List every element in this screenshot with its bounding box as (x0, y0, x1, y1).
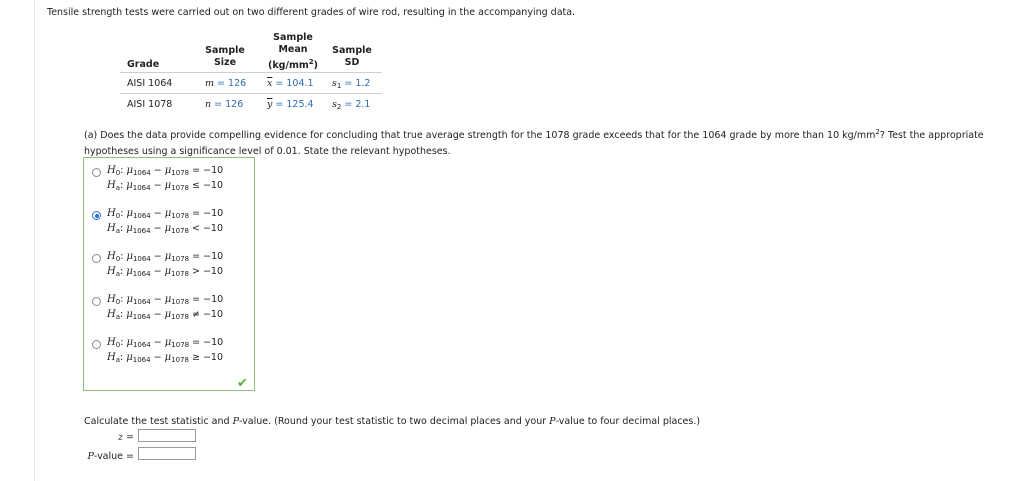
hyp-op: ≥ −10 (191, 352, 224, 363)
radio-icon[interactable] (92, 168, 101, 177)
header-grade: Grade (127, 59, 160, 70)
header-sd-line2: SD (344, 57, 360, 68)
header-mean-units (262, 56, 324, 72)
hypothesis-choice[interactable] (84, 292, 254, 328)
mu1: μ (126, 251, 133, 262)
minus: − (153, 337, 162, 348)
size-value: = 126 (217, 78, 247, 89)
correct-check-icon: ✔ (237, 376, 248, 391)
hypothesis-choice[interactable] (84, 335, 254, 371)
header-mean-line1: Sample (273, 32, 313, 43)
minus: − (153, 223, 162, 234)
question-part: (a) Does the data provide compelling evidence for concluding that true average strength for the 1078 grade exceeds that for the 1064 grade by more than 10 kg/mm (84, 130, 876, 141)
header-size-line2: Size (213, 57, 237, 68)
header-sample-size (203, 45, 247, 69)
hyp-symbol: H (107, 180, 116, 191)
hyp-symbol: H (107, 337, 116, 348)
alt-hypothesis (107, 223, 223, 235)
z-label (84, 432, 134, 443)
hyp-op: = −10 (192, 251, 224, 262)
alt-hypothesis (107, 352, 223, 364)
hyp-op: = −10 (192, 165, 224, 176)
hyp-colon: : (120, 208, 124, 219)
mu2: μ (164, 223, 172, 234)
sd-var: s (332, 99, 337, 110)
hyp-colon: : (120, 337, 124, 348)
mu2: μ (164, 337, 172, 348)
sd-sub: 2 (336, 103, 342, 111)
size-var: n (205, 99, 212, 110)
mu1: μ (126, 337, 133, 348)
hyp-symbol: H (107, 165, 116, 176)
hyp-symbol: H (107, 223, 116, 234)
problem-intro: Tensile strength tests were carried out on two different grades of wire rod, resulting in the accompanying data. (47, 7, 576, 18)
hyp-symbol: H (107, 266, 116, 277)
row-grade: AISI 1078 (127, 99, 173, 110)
mean-var: $\overline{y}$ (267, 99, 273, 110)
minus: − (153, 165, 162, 176)
mu1-sub: 1064 (132, 341, 151, 349)
mu2-sub: 1078 (171, 341, 190, 349)
mu2-sub: 1078 (171, 169, 190, 177)
minus: − (153, 309, 162, 320)
p-value-label (84, 451, 134, 462)
minus: − (153, 352, 162, 363)
hyp-sub: a (115, 270, 121, 278)
hyp-op: < −10 (191, 223, 224, 234)
hyp-sub: a (115, 313, 121, 321)
mu2-sub: 1078 (171, 255, 190, 263)
hypothesis-choice[interactable] (84, 163, 254, 199)
mu2: μ (164, 352, 172, 363)
mean-units-text: (kg/mm (268, 60, 309, 71)
radio-icon[interactable] (92, 297, 101, 306)
mu2: μ (164, 309, 172, 320)
mu1: μ (126, 266, 133, 277)
alt-hypothesis (107, 266, 223, 278)
mu1: μ (126, 223, 133, 234)
hyp-symbol: H (107, 251, 116, 262)
mu2-sub: 1078 (171, 313, 189, 321)
mu1-sub: 1064 (132, 169, 151, 177)
calc-p: P (232, 416, 239, 427)
hypothesis-choice[interactable] (84, 206, 254, 242)
mu1-sub: 1064 (132, 212, 151, 220)
hyp-colon: : (120, 180, 124, 191)
alt-hypothesis (107, 180, 223, 192)
sd-sub: 1 (336, 82, 342, 90)
hyp-symbol: H (107, 352, 116, 363)
minus: − (153, 180, 162, 191)
hyp-colon: : (120, 165, 124, 176)
hyp-symbol: H (107, 208, 116, 219)
mu1: μ (126, 294, 133, 305)
hyp-sub: 0 (115, 255, 121, 263)
question-rest: ? Test the appropriate hypotheses using a significance level of 0.01. State the relevant hypotheses. (84, 130, 984, 157)
calc-mid2: -value to four decimal places.) (555, 416, 701, 427)
hypotheses-choice-group (83, 157, 255, 391)
header-size-line1: Sample (205, 45, 245, 56)
hyp-op: > −10 (191, 266, 224, 277)
mu1-sub: 1064 (132, 184, 151, 192)
mu1: μ (126, 208, 133, 219)
z-label-text: z = (118, 432, 134, 443)
z-input[interactable] (138, 429, 196, 442)
hyp-sub: 0 (115, 169, 121, 177)
p-label-rest: -value = (93, 451, 134, 462)
mu1-sub: 1064 (132, 313, 151, 321)
mean-units-sup: 2 (308, 58, 314, 66)
calc-instruction (84, 416, 700, 427)
row-divider (120, 93, 382, 94)
null-hypothesis (107, 208, 223, 220)
mu1-sub: 1064 (132, 227, 151, 235)
hyp-sub: 0 (115, 212, 121, 220)
radio-icon[interactable] (92, 340, 101, 349)
p-label-italic: P (87, 451, 94, 462)
minus: − (153, 208, 162, 219)
hyp-colon: : (120, 266, 124, 277)
null-hypothesis (107, 165, 223, 177)
hyp-op: ≠ −10 (191, 309, 224, 320)
mu2: μ (164, 180, 172, 191)
mean-value: = 104.1 (275, 78, 314, 89)
hyp-sub: a (115, 356, 121, 364)
radio-icon[interactable] (92, 254, 101, 263)
hyp-colon: : (120, 223, 124, 234)
header-mean-line2: Mean (278, 44, 308, 55)
mu1: μ (126, 352, 133, 363)
hyp-colon: : (120, 251, 124, 262)
mu2: μ (164, 266, 172, 277)
calc-mid: -value. (Round your test statistic to two decimal places and your (238, 416, 550, 427)
hyp-symbol: H (107, 294, 116, 305)
sd-value: = 2.1 (344, 99, 371, 110)
mu2: μ (164, 165, 172, 176)
null-hypothesis (107, 294, 223, 306)
row-size (205, 99, 243, 110)
hyp-colon: : (120, 352, 124, 363)
sd-value: = 1.2 (344, 78, 371, 89)
calc-pre: Calculate the test statistic and (84, 416, 233, 427)
hyp-op: = −10 (192, 337, 224, 348)
mu1: μ (126, 165, 133, 176)
size-var: m (205, 78, 215, 89)
hyp-op: = −10 (192, 208, 224, 219)
question-text (84, 124, 1014, 160)
mu1-sub: 1064 (132, 298, 151, 306)
mu2-sub: 1078 (171, 298, 190, 306)
mu1-sub: 1064 (132, 270, 151, 278)
p-value-input[interactable] (138, 447, 196, 460)
mu2-sub: 1078 (171, 184, 189, 192)
mu2: μ (164, 208, 172, 219)
minus: − (153, 266, 162, 277)
calc-p2: P (549, 416, 556, 427)
alt-hypothesis (107, 309, 223, 321)
hyp-colon: : (120, 294, 124, 305)
minus: − (153, 251, 162, 262)
mu2-sub: 1078 (171, 270, 189, 278)
null-hypothesis (107, 337, 223, 349)
hyp-sub: 0 (115, 341, 121, 349)
mu1-sub: 1064 (132, 255, 151, 263)
row-grade: AISI 1064 (127, 78, 173, 89)
header-sample-sd (328, 45, 376, 69)
hyp-sub: 0 (115, 298, 121, 306)
mu2: μ (164, 251, 172, 262)
hyp-colon: : (120, 309, 124, 320)
hyp-op: = −10 (192, 294, 224, 305)
mean-var: $\overline{x}$ (267, 78, 273, 89)
null-hypothesis (107, 251, 223, 263)
mu2-sub: 1078 (171, 356, 189, 364)
hyp-op: ≤ −10 (191, 180, 224, 191)
hypothesis-choice[interactable] (84, 249, 254, 285)
size-value: = 126 (214, 99, 244, 110)
row-size (205, 78, 246, 89)
header-sd-line1: Sample (332, 45, 372, 56)
row-mean (267, 99, 314, 110)
mu1-sub: 1064 (132, 356, 151, 364)
row-sd (332, 99, 370, 111)
row-sd (332, 78, 370, 90)
mu1: μ (126, 309, 133, 320)
mu2-sub: 1078 (171, 212, 190, 220)
table-divider (120, 72, 382, 73)
row-mean (267, 78, 314, 89)
header-sample-mean (262, 32, 324, 72)
radio-selected-icon[interactable] (92, 211, 101, 220)
mean-units-close: ) (313, 60, 318, 71)
mean-value: = 125.4 (275, 99, 314, 110)
minus: − (153, 294, 162, 305)
hyp-sub: a (115, 227, 121, 235)
question-sup: 2 (875, 128, 880, 136)
hyp-sub: a (115, 184, 121, 192)
sd-var: s (332, 78, 337, 89)
mu2: μ (164, 294, 172, 305)
mu2-sub: 1078 (171, 227, 189, 235)
hyp-symbol: H (107, 309, 116, 320)
mu1: μ (126, 180, 133, 191)
